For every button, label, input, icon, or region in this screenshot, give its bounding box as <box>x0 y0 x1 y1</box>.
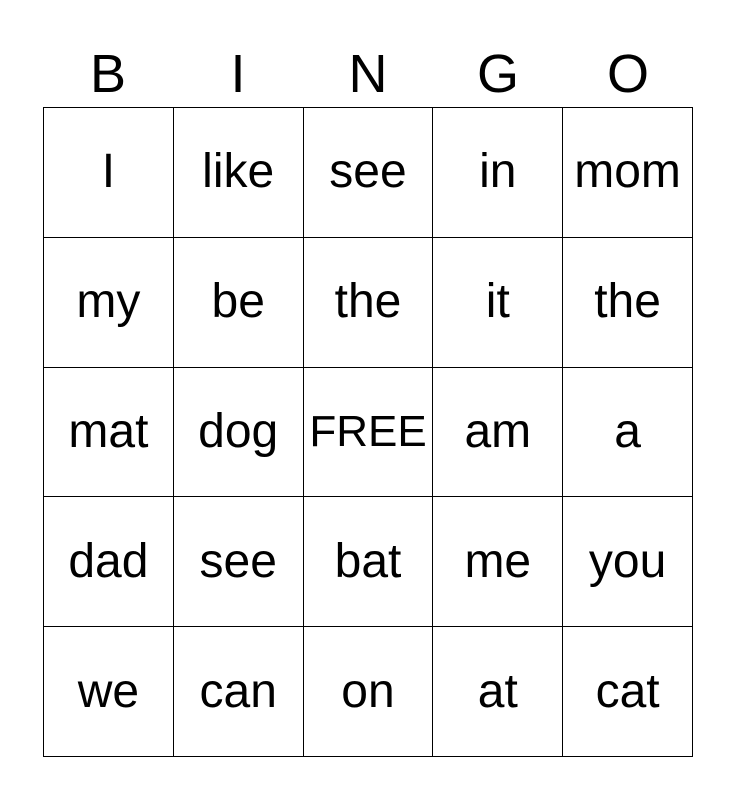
bingo-header <box>43 44 693 104</box>
bingo-cell: at <box>433 627 563 757</box>
bingo-cell: a <box>563 368 693 498</box>
bingo-cell: mat <box>44 368 174 498</box>
header-letter-o: O <box>606 44 649 104</box>
bingo-cell: in <box>433 108 563 238</box>
bingo-cell: can <box>174 627 304 757</box>
bingo-cell: bat <box>304 497 434 627</box>
bingo-cell: the <box>563 238 693 368</box>
bingo-cell: my <box>44 238 174 368</box>
bingo-cell: on <box>304 627 434 757</box>
free-space-cell: FREE <box>304 368 434 498</box>
bingo-cell: see <box>174 497 304 627</box>
bingo-cell: it <box>433 238 563 368</box>
bingo-cell: cat <box>563 627 693 757</box>
bingo-cell: see <box>304 108 434 238</box>
bingo-cell: mom <box>563 108 693 238</box>
bingo-cell: you <box>563 497 693 627</box>
bingo-cell: dad <box>44 497 174 627</box>
bingo-cell: I <box>44 108 174 238</box>
header-letter-g: G <box>476 44 519 104</box>
header-letter-n: N <box>348 44 388 104</box>
bingo-cell: dog <box>174 368 304 498</box>
bingo-cell: we <box>44 627 174 757</box>
bingo-cell: the <box>304 238 434 368</box>
bingo-cell: like <box>174 108 304 238</box>
bingo-cell: am <box>433 368 563 498</box>
bingo-cell: me <box>433 497 563 627</box>
header-letter-b: B <box>89 44 127 104</box>
bingo-cell: be <box>174 238 304 368</box>
bingo-card-grid <box>43 107 693 757</box>
header-letter-i: I <box>230 44 246 104</box>
